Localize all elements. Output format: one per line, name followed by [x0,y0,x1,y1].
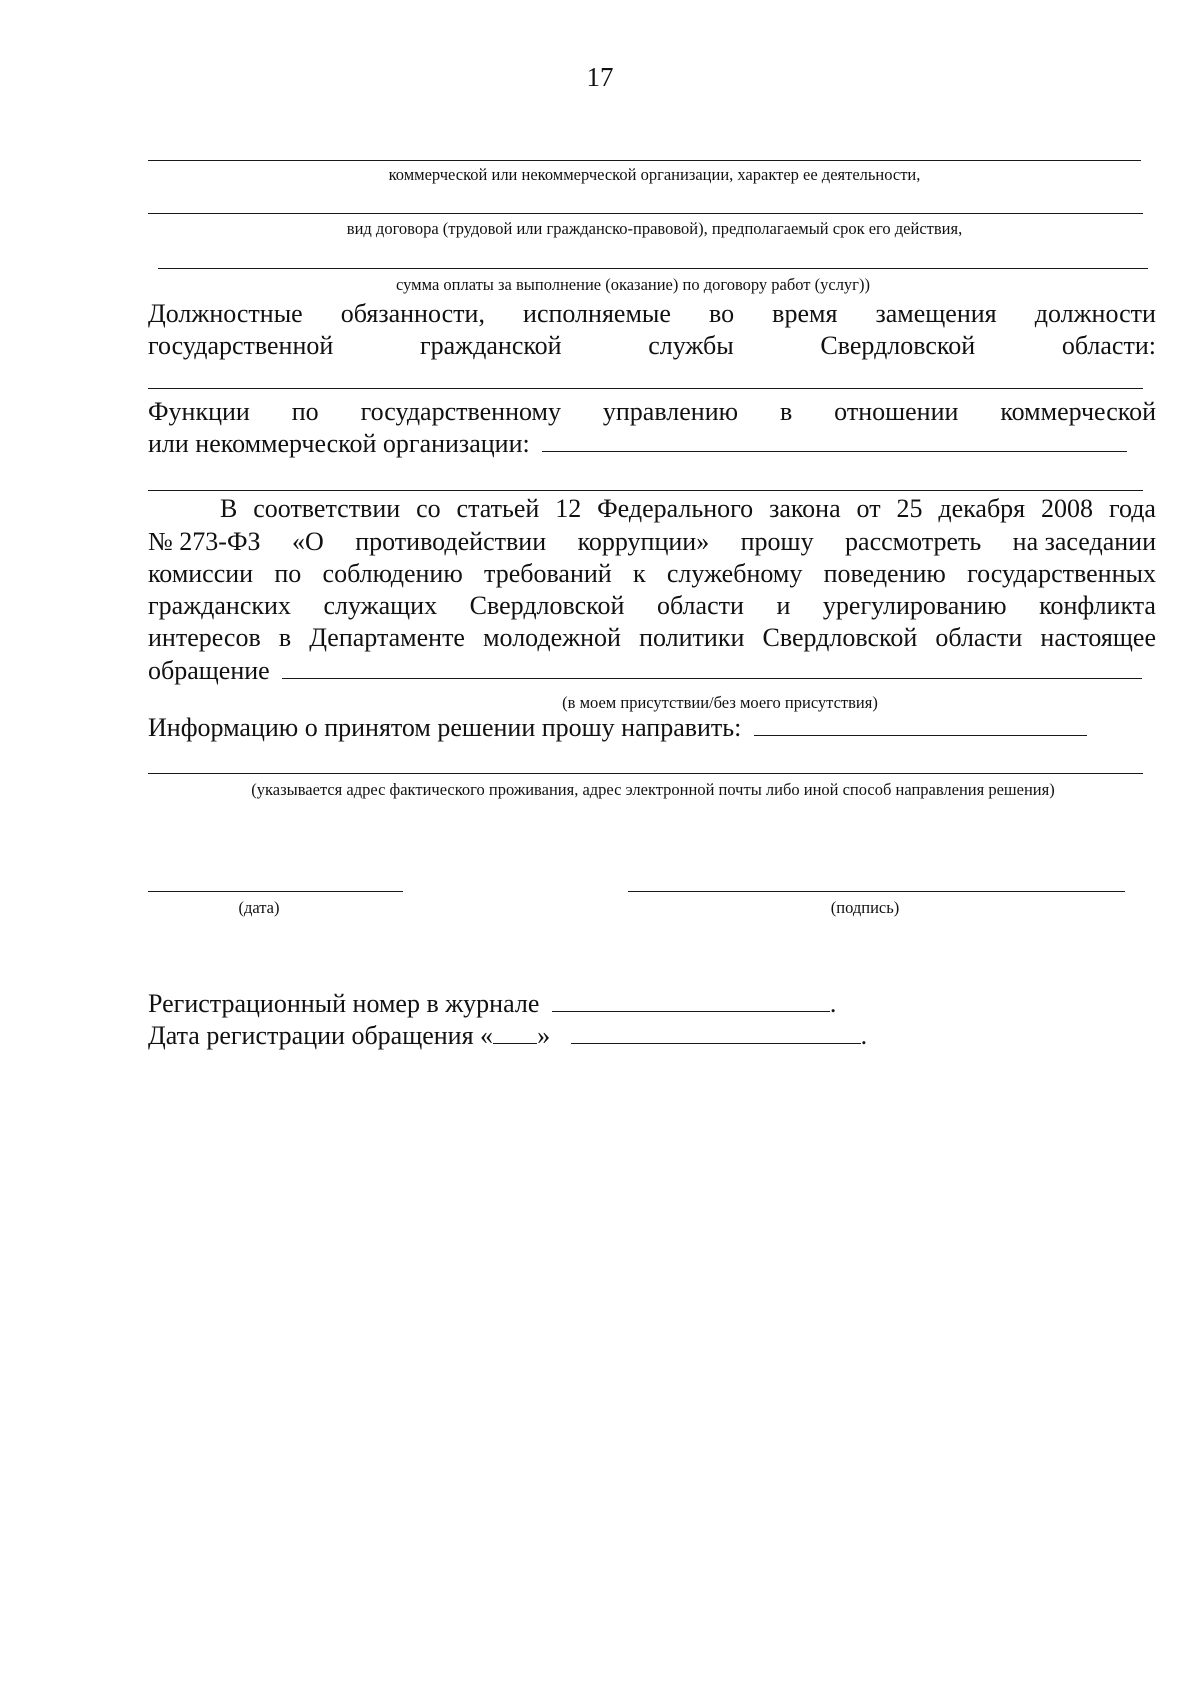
caption-signature: (подпись) [830,898,900,917]
request-word: поведению [823,559,946,588]
registration-date-period: . [860,1021,868,1050]
request-word: Департаменте [309,623,465,652]
registration-date-label: Дата регистрации обращения « [148,1021,494,1050]
request-word: на заседании [1012,527,1156,556]
request-word: комиссии [148,559,254,588]
registration-number-line [148,988,836,1021]
request-word: обращение [148,656,270,685]
request-word: молодежной [483,623,621,652]
duties-word: замещения [875,299,997,328]
request-word: к [632,559,646,588]
request-word: области [656,591,744,620]
request-word: конфликта [1039,591,1156,620]
duties-word: должности [1034,299,1156,328]
functions-word: по [291,397,319,426]
page-number: 17 [586,62,614,92]
duties-word: время [772,299,838,328]
blank-line-contract-type [148,213,1143,214]
request-word: Свердловской [762,623,918,652]
registration-date-close: » [537,1021,551,1050]
request-word: интересов [148,623,261,652]
functions-label: или некоммерческой организации: [148,429,530,458]
request-line-1 [220,493,1156,526]
blank-field-registration-date [571,1023,861,1044]
functions-line-2 [148,428,1127,461]
request-word: статьей [456,494,540,523]
blank-line-date [148,891,403,892]
request-line-3 [148,558,1156,591]
request-word: 2008 [1041,494,1094,523]
duties-word: службы [648,331,734,360]
request-word: и [776,591,791,620]
request-word: Федерального [597,494,754,523]
request-word: прошу [740,527,814,556]
blank-field-presence [282,658,1142,679]
duties-line-2 [148,330,1156,363]
duties-word: государственной [148,331,334,360]
functions-word: коммерческой [1000,397,1156,426]
functions-line-1 [148,396,1156,429]
request-line-6 [148,655,1142,688]
duties-word: обязанности, [340,299,485,328]
request-line-2 [148,526,1156,559]
request-word: коррупции» [577,527,710,556]
request-word: служебному [666,559,803,588]
info-request-label: Информацию о принятом решении прошу направить: [148,713,742,742]
caption-org-nature: коммерческой или некоммерческой организации, характер ее деятельности, [388,165,921,184]
request-word: № 273-ФЗ [148,527,261,556]
duties-word: области: [1061,331,1156,360]
request-word: государственных [967,559,1156,588]
blank-field-functions [542,431,1127,452]
request-word: от [856,494,881,523]
request-word: Свердловской [469,591,625,620]
request-word: в [278,623,292,652]
request-word: В [220,494,238,523]
request-word: соответствии [253,494,401,523]
request-word: служащих [323,591,438,620]
blank-line-functions [148,490,1143,491]
registration-period: . [829,989,837,1018]
request-word: со [416,494,441,523]
request-word: противодействии [355,527,547,556]
blank-line-payment [158,268,1148,269]
request-line-4 [148,590,1156,623]
registration-number-label: Регистрационный номер в журнале [148,989,540,1018]
functions-word: государственному [360,397,561,426]
blank-field-info-request [754,715,1087,736]
blank-field-registration-day [493,1023,537,1044]
caption-contract-type: вид договора (трудовой или гражданско-правовой), предполагаемый срок его действия, [346,219,963,238]
blank-line-address [148,773,1143,774]
blank-line-duties [148,388,1143,389]
functions-word: отношении [834,397,959,426]
duties-word: исполняемые [523,299,671,328]
request-word: соблюдению [322,559,463,588]
request-word: настоящее [1040,623,1156,652]
request-word: 12 [555,494,582,523]
duties-line-1 [148,298,1156,331]
request-word: декабря [938,494,1026,523]
functions-word: в [779,397,793,426]
blank-line-signature [628,891,1125,892]
duties-word: Свердловской [820,331,976,360]
info-request-line [148,712,1087,745]
request-word: рассмотреть [845,527,982,556]
duties-word: Должностные [148,299,303,328]
request-word: области [935,623,1023,652]
caption-payment-sum: сумма оплаты за выполнение (оказание) по договору работ (услуг)) [396,275,870,294]
request-word: 25 [896,494,923,523]
request-word: политики [639,623,745,652]
caption-date: (дата) [238,898,280,917]
registration-date-line [148,1020,867,1053]
request-word: гражданских [148,591,291,620]
request-word: года [1108,494,1156,523]
blank-line-org-nature [148,160,1141,161]
caption-presence: (в моем присутствии/без моего присутствия) [562,693,878,712]
blank-field-registration-number [552,991,830,1012]
request-word: по [274,559,302,588]
functions-word: Функции [148,397,250,426]
request-word: урегулированию [822,591,1007,620]
caption-address-note: (указывается адрес фактического проживания, адрес электронной почты либо иной способ направления решения) [251,780,1055,799]
request-word: требований [484,559,612,588]
duties-word: во [708,299,735,328]
request-word: «О [291,527,324,556]
duties-word: гражданской [419,331,562,360]
request-word: закона [769,494,841,523]
functions-word: управлению [602,397,739,426]
request-line-5 [148,622,1156,655]
